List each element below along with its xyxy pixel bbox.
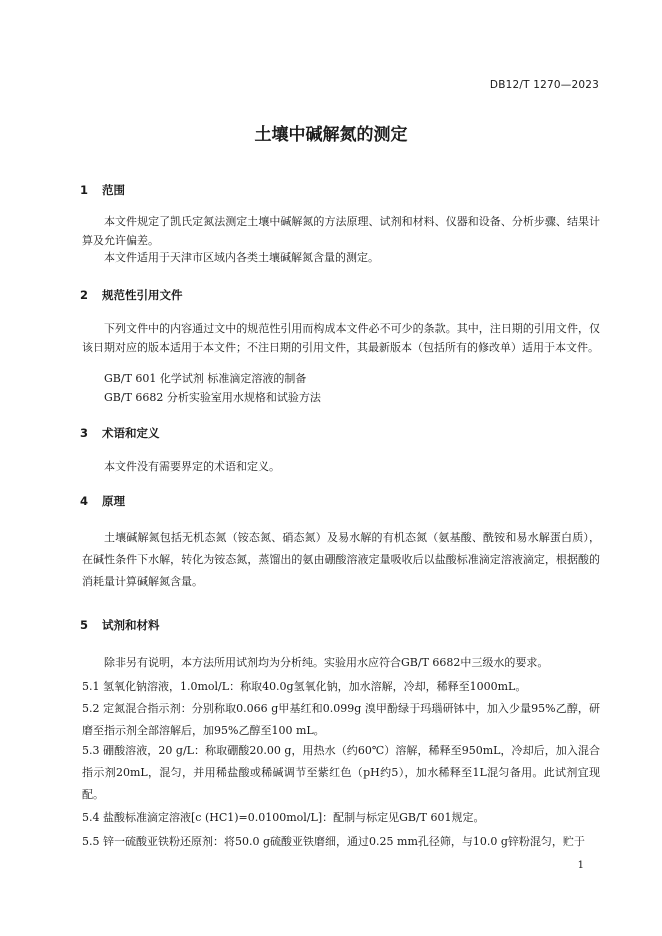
terms-paragraph: 本文件没有需要界定的术语和定义。 — [104, 460, 280, 473]
scope-paragraph-1: 本文件规定了凯氏定氮法测定土壤中碱解氮的方法原理、试剂和材料、仪器和设备、分析步骤、结果计算及允许偏差。 — [82, 215, 600, 247]
reagent-item-5-5: 5.5 锌一硫酸亚铁粉还原剂：将50.0 g硫酸亚铁磨细，通过0.25 mm孔径筛，与10.0 g锌粉混匀，贮于 — [82, 835, 585, 848]
scope-paragraph-2: 本文件适用于天津市区域内各类土壤碱解氮含量的测定。 — [104, 251, 379, 264]
section-number: 2 — [80, 288, 89, 302]
section-heading-4 — [80, 493, 125, 509]
reagent-item-5-1: 5.1 氢氧化钠溶液，1.0mol/L：称取40.0g氢氧化钠，加水溶解，冷却，稀释至1000mL。 — [82, 680, 527, 693]
section-number: 4 — [80, 494, 89, 508]
reference-item: GB/T 6682 分析实验室用水规格和试验方法 — [104, 391, 321, 404]
reagent-item-5-4: 5.4 盐酸标准滴定溶液[c (HC1)=0.0100mol/L]：配制与标定见GB/T 601规定。 — [82, 811, 485, 824]
reference-item: GB/T 601 化学试剂 标准滴定溶液的制备 — [104, 372, 307, 385]
section-number: 5 — [80, 618, 89, 632]
principle-paragraph: 土壤碱解氮包括无机态氮（铵态氮、硝态氮）及易水解的有机态氮（氨基酸、酰铵和易水解蛋白质），在碱性条件下水解，转化为铵态氮，蒸馏出的氨由硼酸溶液定量吸收后以盐酸标准滴定溶液滴定，根据酸的消耗量计算碱解氮含量。 — [82, 531, 600, 588]
section-number: 3 — [80, 426, 89, 440]
section-heading-3 — [80, 425, 160, 441]
reagents-paragraph: 除非另有说明，本方法所用试剂均为分析纯。实验用水应符合GB/T 6682中三级水的要求。 — [104, 656, 549, 669]
page-number: 1 — [577, 860, 584, 871]
section-heading-1 — [80, 182, 125, 198]
section-title: 原理 — [102, 494, 126, 508]
section-title: 术语和定义 — [102, 426, 160, 440]
section-title: 试剂和材料 — [102, 618, 160, 632]
section-title: 范围 — [102, 183, 126, 197]
reagent-item-5-3: 5.3 硼酸溶液，20 g/L：称取硼酸20.00 g，用热水（约60℃）溶解，稀释至950mL，冷却后，加入混合指示剂20mL，混匀，并用稀盐酸或稀碱调节至紫红色（pH约5），加水稀释至1L混匀备用。此试剂宜现配。 — [82, 744, 600, 801]
document-id: DB12/T 1270—2023 — [489, 79, 599, 91]
section-heading-2 — [80, 287, 183, 303]
normative-refs-paragraph: 下列文件中的内容通过文中的规范性引用而构成本文件必不可少的条款。其中，注日期的引用文件，仅该日期对应的版本适用于本文件；不注日期的引用文件，其最新版本（包括所有的修改单）适用于本文件。 — [82, 322, 600, 354]
reagent-item-5-2: 5.2 定氮混合指示剂：分别称取0.066 g甲基红和0.099g 溴甲酚绿于玛瑙研钵中，加入少量95%乙醇，研磨至指示剂全部溶解后，加95%乙醇至100 mL。 — [82, 702, 600, 737]
section-number: 1 — [80, 183, 89, 197]
document-title: 土壤中碱解氮的测定 — [254, 125, 408, 145]
section-heading-5 — [80, 617, 160, 633]
section-title: 规范性引用文件 — [102, 288, 183, 302]
